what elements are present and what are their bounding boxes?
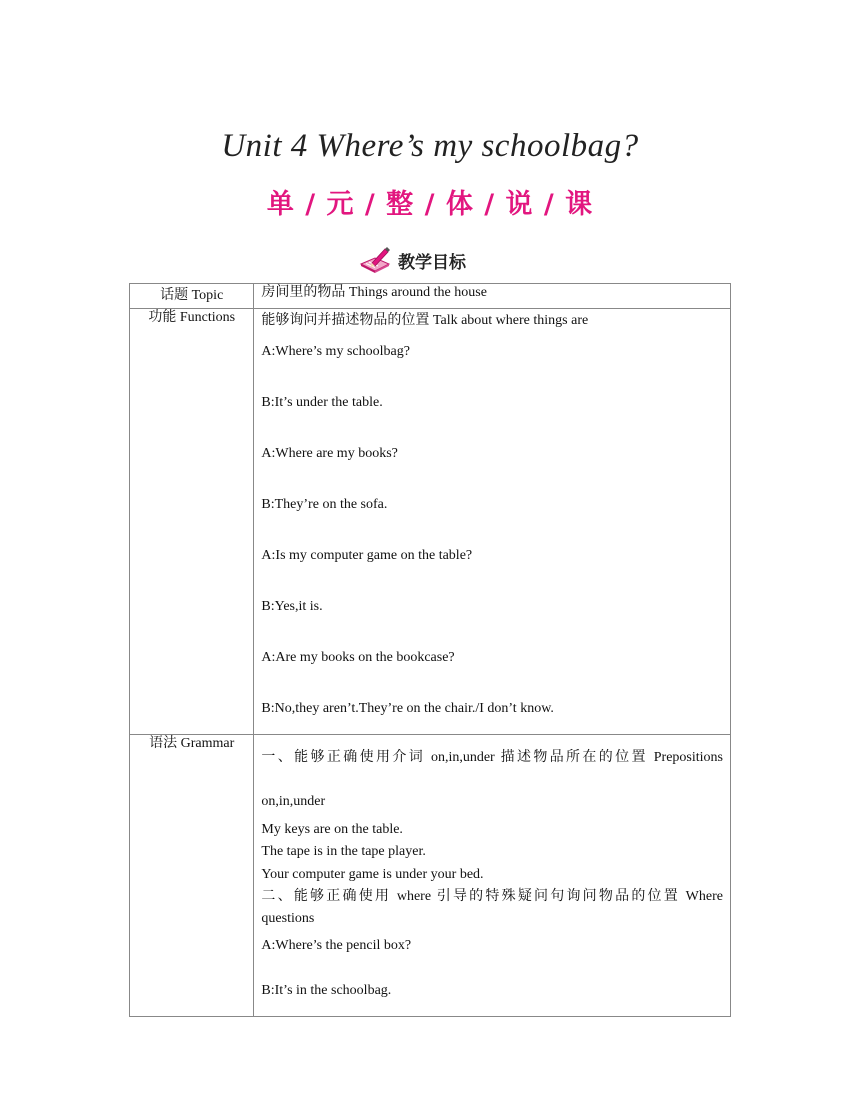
pencil-notebook-icon — [358, 246, 392, 274]
dialogue-line: B:They’re on the sofa. — [261, 497, 388, 512]
functions-intro: 能够询问并描述物品的位置 Talk about where things are — [261, 313, 589, 328]
functions-key: 功能 Functions — [130, 309, 254, 735]
grammar-key: 语法 Grammar — [130, 735, 254, 1017]
dialogue-line: B:It’s under the table. — [261, 395, 383, 410]
grammar-point-2: 二、能够正确使用 where 引导的特殊疑问句询问物品的位置 Where — [261, 889, 723, 904]
dialogue-line: A:Are my books on the bookcase? — [261, 650, 455, 665]
section-heading — [358, 245, 466, 275]
grammar-value — [254, 735, 731, 1017]
functions-value — [254, 309, 731, 735]
dialogue-line: B:It’s in the schoolbag. — [261, 983, 392, 998]
dialogue-line: B:No,they aren’t.They’re on the chair./I don’t know. — [261, 701, 554, 716]
dialogue-line: A:Is my computer game on the table? — [261, 548, 473, 563]
unit-overview-heading: 单 / 元 / 整 / 体 / 说 / 课 — [266, 189, 594, 220]
dialogue-line: A:Where are my books? — [261, 446, 398, 461]
example-sentence: My keys are on the table. — [261, 821, 403, 837]
example-sentence: Your computer game is under your bed. — [261, 866, 484, 882]
table-row — [130, 309, 731, 735]
section-label: 教学目标 — [398, 252, 466, 273]
grammar-point-2-cont: questions — [261, 911, 315, 926]
grammar-point-1-cont: on,in,under — [261, 793, 326, 809]
table-row — [130, 284, 731, 309]
dialogue-line: A:Where’s the pencil box? — [261, 938, 412, 953]
dialogue-line: A:Where’s my schoolbag? — [261, 344, 410, 359]
table-row — [130, 735, 731, 1017]
grammar-point-1: 一、能够正确使用介词 on,in,under 描述物品所在的位置 Prepositions — [261, 750, 723, 765]
unit-title: Unit 4 Where’s my schoolbag? — [221, 128, 639, 164]
topic-value: 房间里的物品 Things around the house — [254, 284, 731, 309]
teaching-goals-table — [129, 283, 731, 1017]
topic-key: 话题 Topic — [130, 284, 254, 309]
dialogue-line: B:Yes,it is. — [261, 599, 323, 614]
example-sentence: The tape is in the tape player. — [261, 844, 426, 859]
